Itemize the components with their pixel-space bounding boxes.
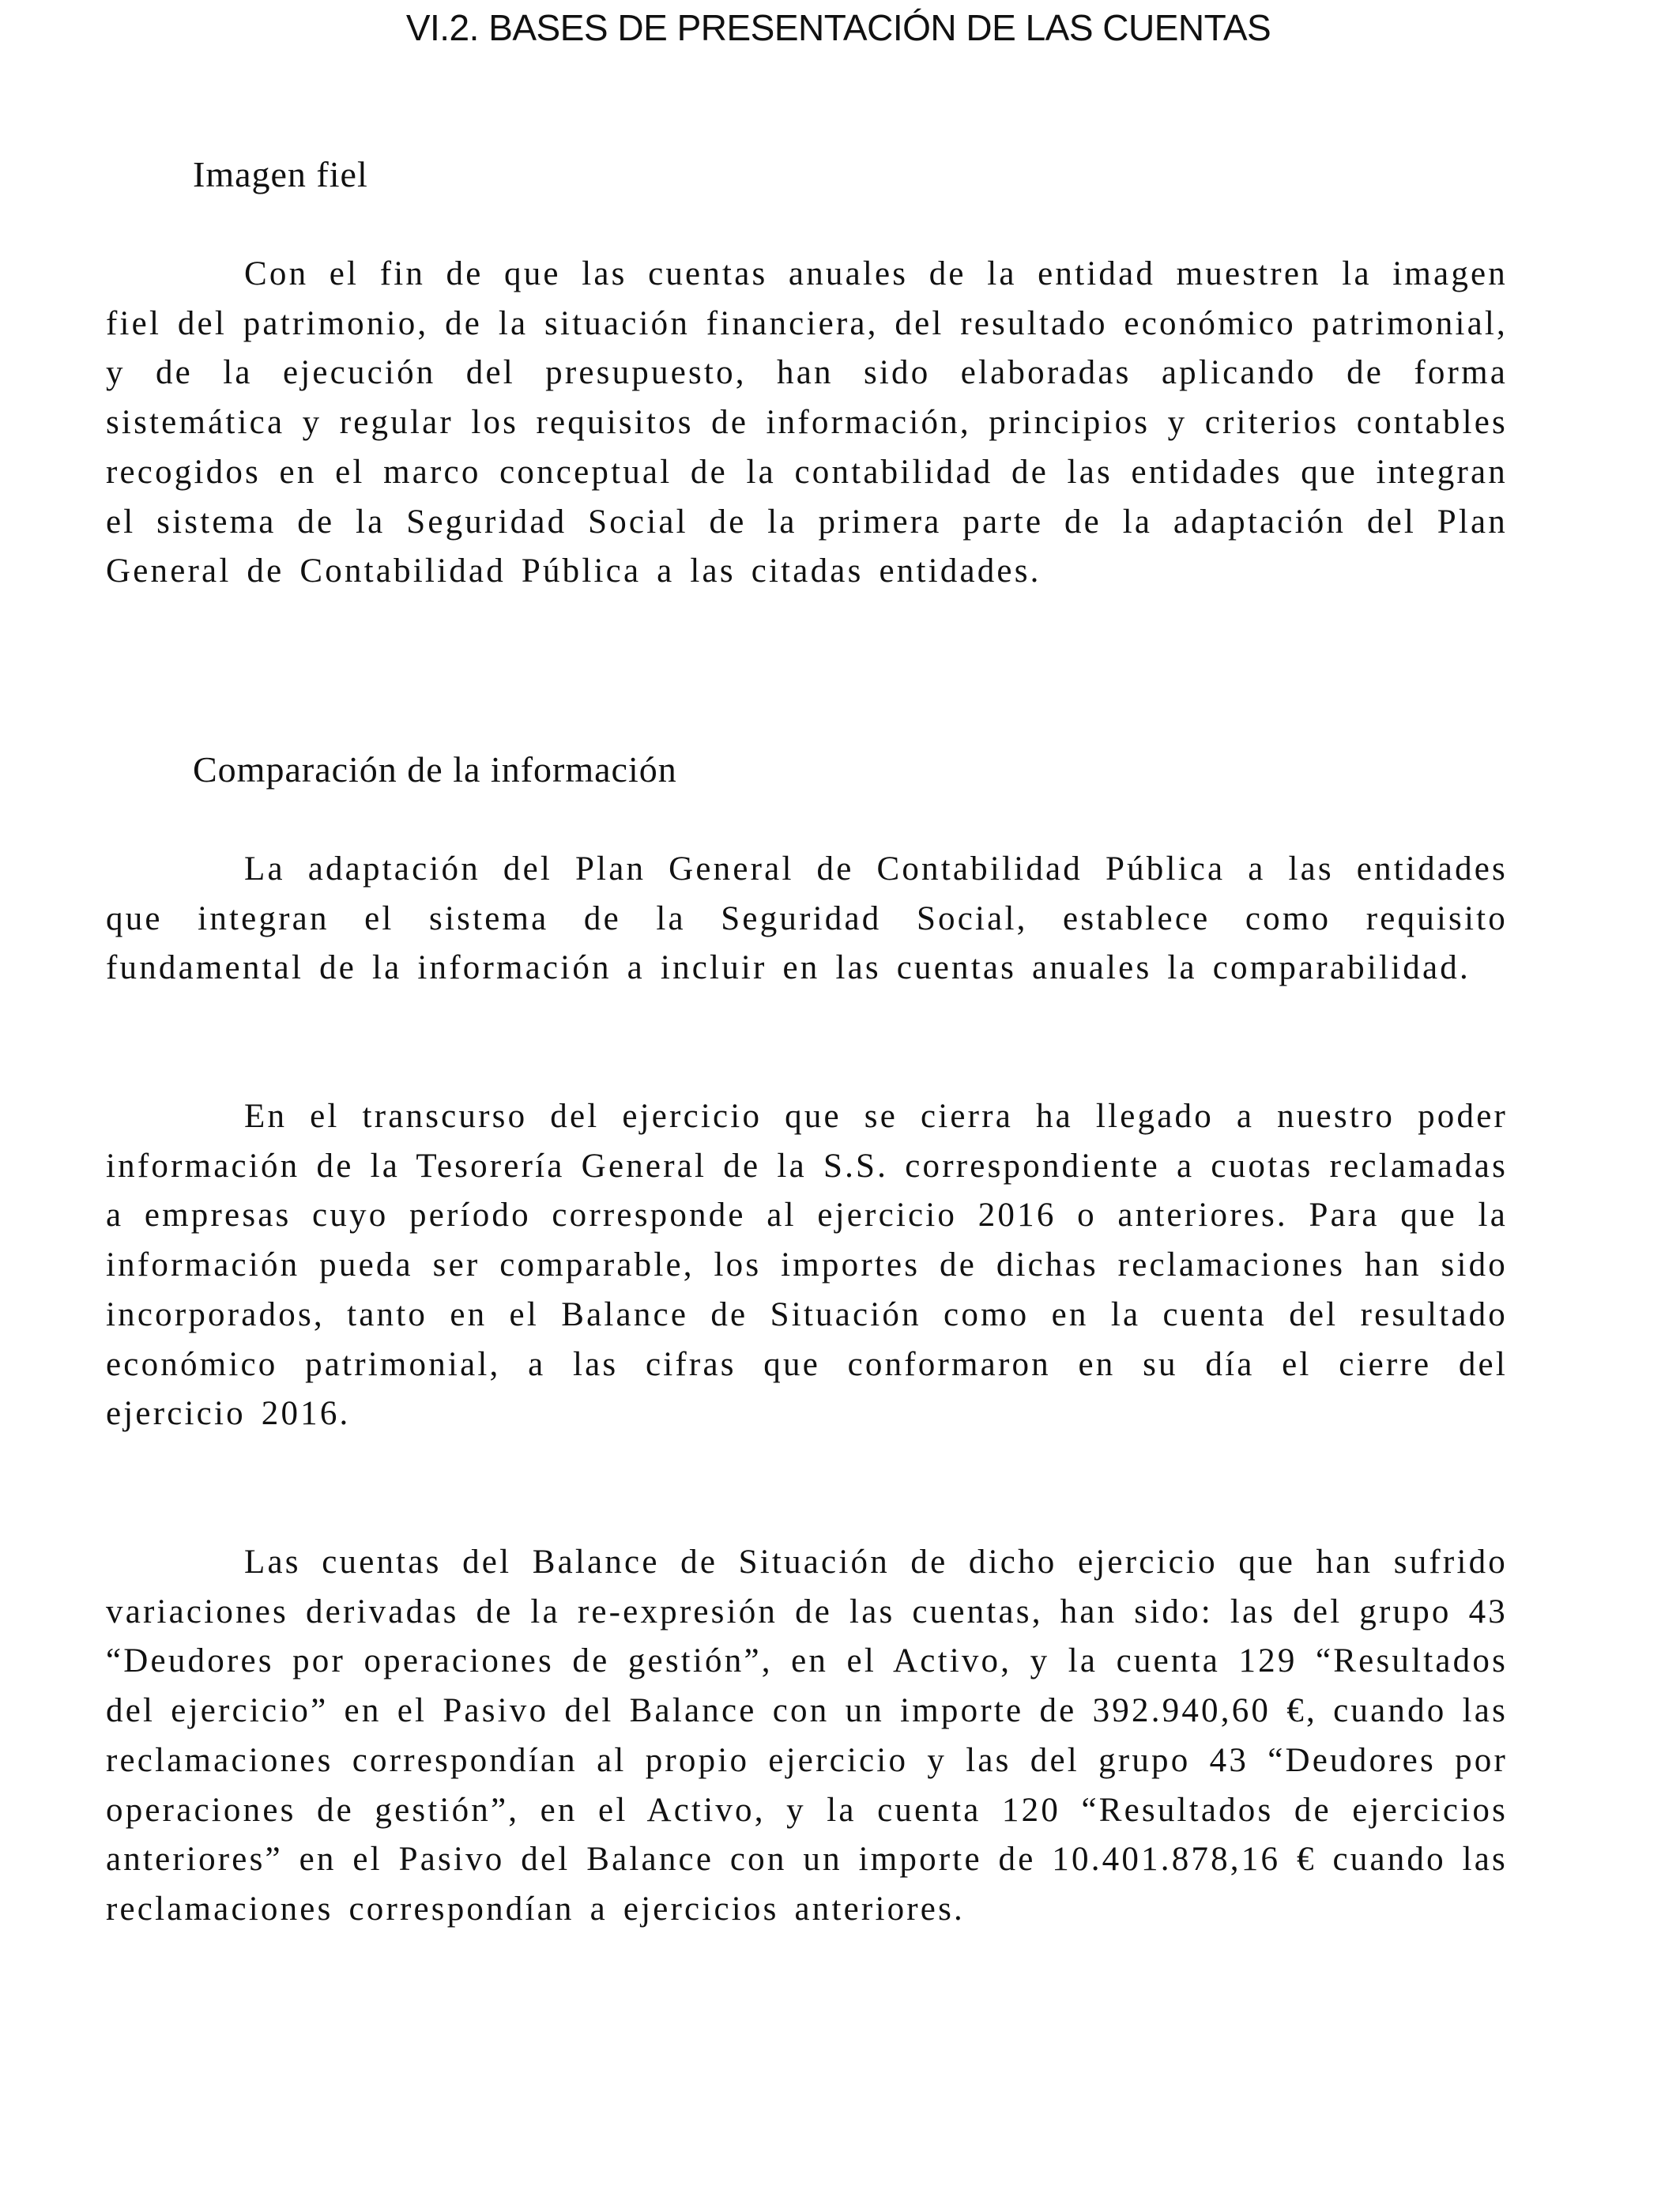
page-title: VI.2. BASES DE PRESENTACIÓN DE LAS CUENTAS xyxy=(405,7,1271,48)
paragraph-comparacion-3: Las cuentas del Balance de Situación de dicho ejercicio que han sufrido variaciones derivadas de la re-expresión de las cuentas, han sido: las del grupo 43 “Deudores por operaciones de gestión”, en el Activo, y la cuenta 129 “Resultados del ejercicio” en el Pasivo del Balance con un importe de 392.940,60 €, cuando las reclamaciones correspondían al propio ejercicio y las del grupo 43 “Deudores por operaciones de gestión”, en el Activo, y la cuenta 120 “Resultados de ejercicios anteriores” en el Pasivo del Balance con un importe de 10.401.878,16 € cuando las reclamaciones correspondían a ejercicios anteriores. xyxy=(106,1544,1508,1928)
paragraph-imagen-fiel: Con el fin de que las cuentas anuales de la entidad muestren la imagen fiel del patrimonio, de la situación financiera, del resultado económico patrimonial, y de la ejecución del presupuesto, han sido elaboradas aplicando de forma sistemática y regular los requisitos de información, principios y criterios contables recogidos en el marco conceptual de la contabilidad de las entidades que integran el sistema de la Seguridad Social de la primera parte de la adaptación del Plan General de Contabilidad Pública a las citadas entidades. xyxy=(106,255,1508,590)
section-heading-comparacion: Comparación de la información xyxy=(193,749,677,790)
paragraph-comparacion-2: En el transcurso del ejercicio que se cierra ha llegado a nuestro poder información de la Tesorería General de la S.S. correspondiente a cuotas reclamadas a empresas cuyo período corresponde al ejercicio 2016 o anteriores. Para que la información pueda ser comparable, los importes de dichas reclamaciones han sido incorporados, tanto en el Balance de Situación como en la cuenta del resultado económico patrimonial, a las cifras que conformaron en su día el cierre del ejercicio 2016. xyxy=(106,1098,1508,1433)
section-heading-imagen-fiel: Imagen fiel xyxy=(193,154,368,194)
paragraph-comparacion-1: La adaptación del Plan General de Contabilidad Pública a las entidades que integran el sistema de la Seguridad Social, establece como requisito fundamental de la información a incluir en las cuentas anuales la comparabilidad. xyxy=(106,850,1508,987)
